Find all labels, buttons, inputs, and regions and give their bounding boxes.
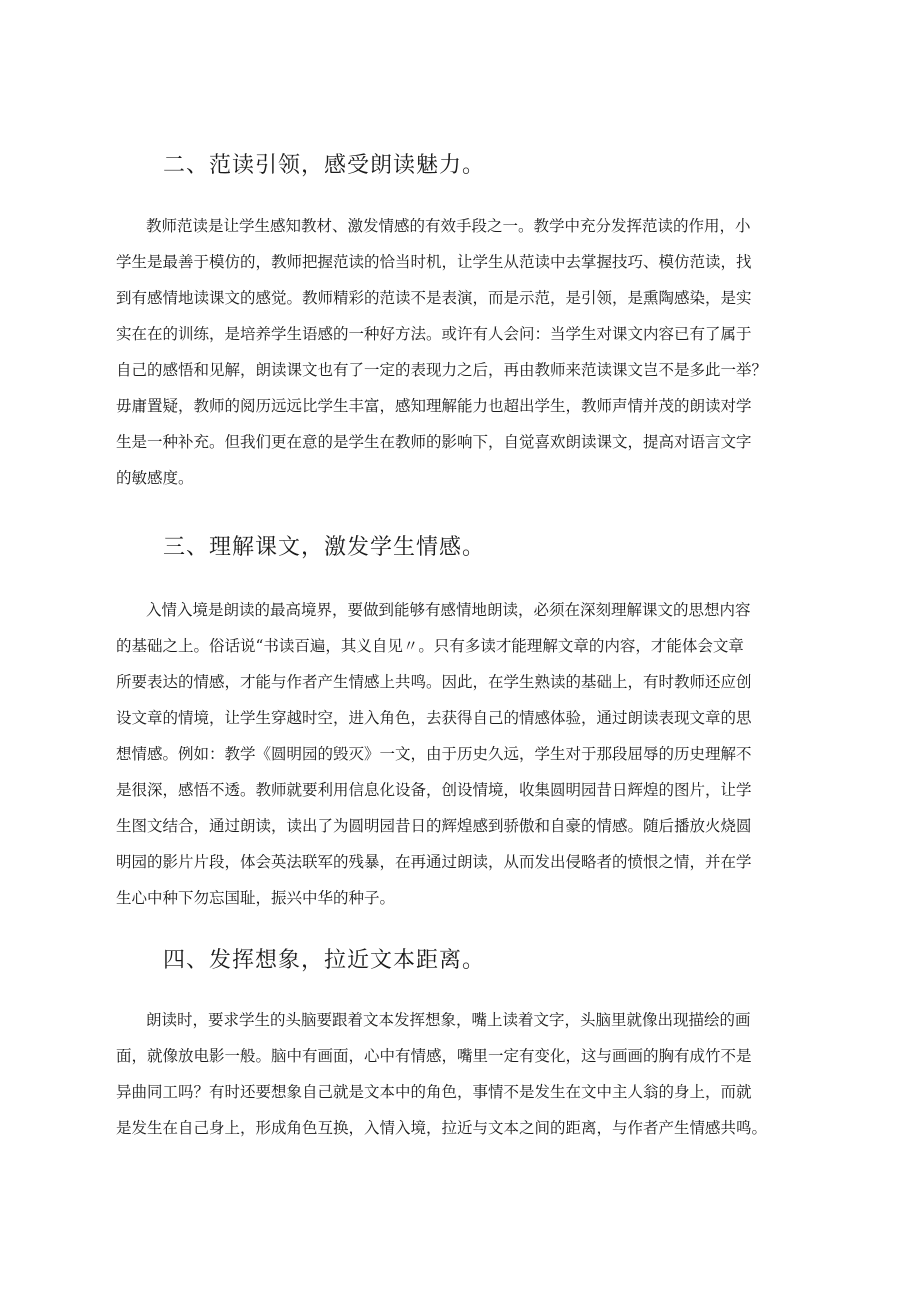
paragraph-line: 异曲同工吗？有时还要想象自己就是文本中的角色，事情不是发生在文中主人翁的身上，而就 (116, 1083, 752, 1101)
paragraph-line: 朗读时，要求学生的头脑要跟着文本发挥想象，嘴上读着文字，头脑里就像出现描绘的画 (146, 1011, 751, 1029)
paragraph-line: 学生是最善于模仿的，教师把握范读的恰当时机，让学生从范读中去掌握技巧、模仿范读，找 (116, 253, 752, 271)
paragraph-line: 是发生在自己身上，形成角色互换，入情入境，拉近与文本之间的距离，与作者产生情感共鸣。 (116, 1119, 768, 1137)
paragraph-line: 实在在的训练，是培养学生语感的一种好方法。或许有人会问：当学生对课文内容已有了属于 (116, 325, 752, 343)
paragraph-line: 入情入境是朗读的最高境界，要做到能够有感情地朗读，必须在深刻理解课文的思想内容 (146, 601, 751, 619)
paragraph-line: 自己的感悟和见解，朗读课文也有了一定的表现力之后，再由教师来范读课文岂不是多此一举？ (116, 361, 768, 379)
paragraph-line: 生是一种补充。但我们更在意的是学生在教师的影响下，自觉喜欢朗读课文，提高对语言文字 (116, 433, 752, 451)
paragraph-line: 是很深，感悟不透。教师就要利用信息化设备，创设情境，收集圆明园昔日辉煌的图片，让学 (116, 781, 752, 799)
paragraph-line: 的敏感度。 (116, 469, 194, 487)
paragraph-line: 到有感情地读课文的感觉。教师精彩的范读不是表演，而是示范，是引领，是熏陶感染，是实 (116, 289, 752, 307)
paragraph-line: 生图文结合，通过朗读，读出了为圆明园昔日的辉煌感到骄傲和自豪的情感。随后播放火烧圆 (116, 817, 752, 835)
paragraph-line: 毋庸置疑，教师的阅历远远比学生丰富，感知理解能力也超出学生，教师声情并茂的朗读对学 (116, 397, 752, 415)
section-heading-4: 四、发挥想象，拉近文本距离。 (163, 948, 486, 973)
section-heading-3: 三、理解课文，激发学生情感。 (163, 535, 486, 560)
paragraph-line: 想情感。例如：教学《圆明园的毁灭》一文，由于历史久远，学生对于那段屈辱的历史理解不 (116, 745, 752, 763)
section-heading-2: 二、范读引领，感受朗读魅力。 (163, 153, 486, 178)
paragraph-line: 的基础之上。俗话说“书读百遍，其义自见〃。只有多读才能理解文章的内容，才能体会文章 (116, 637, 744, 655)
paragraph-line: 设文章的情境，让学生穿越时空，进入角色，去获得自己的情感体验，通过朗读表现文章的思 (116, 709, 752, 727)
paragraph-line: 明园的影片片段，体会英法联军的残暴，在再通过朗读，从而发出侵略者的愤恨之情，并在学 (116, 853, 752, 871)
paragraph-line: 生心中种下勿忘国耻，振兴中华的种子。 (116, 889, 396, 907)
paragraph-line: 所要表达的情感，才能与作者产生情感上共鸣。因此，在学生熟读的基础上，有时教师还应创 (116, 673, 752, 691)
section-paragraph-4 (116, 1002, 816, 1146)
paragraph-line: 教师范读是让学生感知教材、激发情感的有效手段之一。教学中充分发挥范读的作用，小 (146, 217, 751, 235)
section-paragraph-2 (116, 208, 816, 496)
paragraph-line: 面，就像放电影一般。脑中有画面，心中有情感，嘴里一定有变化，这与画画的胸有成竹不是 (116, 1047, 752, 1065)
section-paragraph-3 (116, 592, 816, 916)
